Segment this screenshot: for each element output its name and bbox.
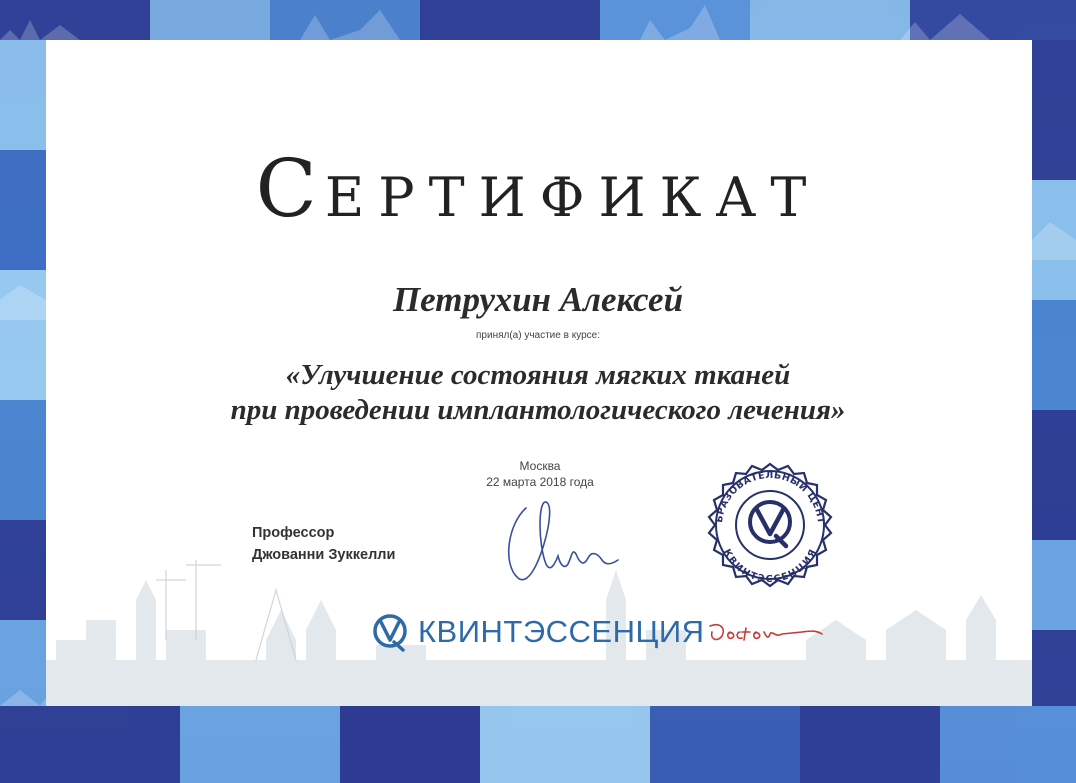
signer-block	[252, 522, 395, 566]
handwritten-signature	[498, 494, 628, 590]
course-title-line2: при проведении имплантологического лечения»	[230, 394, 846, 426]
participation-label: принял(а) участие в курсе:	[476, 330, 600, 341]
seal-ring-top: БРАЗОВАТЕЛЬНЫЙ ЦЕНТ	[714, 469, 827, 525]
svg-text:КВИНТЭССЕНЦИЯ	[721, 548, 820, 586]
quintessence-logo-text: КВИНТЭССЕНЦИЯ	[418, 614, 705, 649]
quintessence-logo-icon	[368, 612, 412, 652]
certificate-title	[0, 142, 1076, 235]
place-and-date	[460, 458, 620, 490]
seal-ring-bottom: КВИНТЭССЕНЦИЯ	[720, 547, 820, 586]
date: 22 марта 2018 года	[486, 475, 594, 489]
signer-name: Джованни Зуккелли	[252, 547, 396, 563]
education-center-seal	[702, 460, 838, 594]
course-title	[0, 358, 1076, 428]
doctor-logo	[706, 618, 826, 652]
course-title-line1: «Улучшение состояния мягких тканей	[285, 359, 791, 391]
title-initial: С	[255, 142, 325, 235]
title-rest: ЕРТИФИКАТ	[324, 166, 821, 229]
quintessence-logo	[368, 612, 705, 652]
signer-title: Профессор	[252, 525, 335, 541]
city: Москва	[519, 459, 561, 473]
recipient-name: Петрухин Алексей	[392, 280, 684, 319]
